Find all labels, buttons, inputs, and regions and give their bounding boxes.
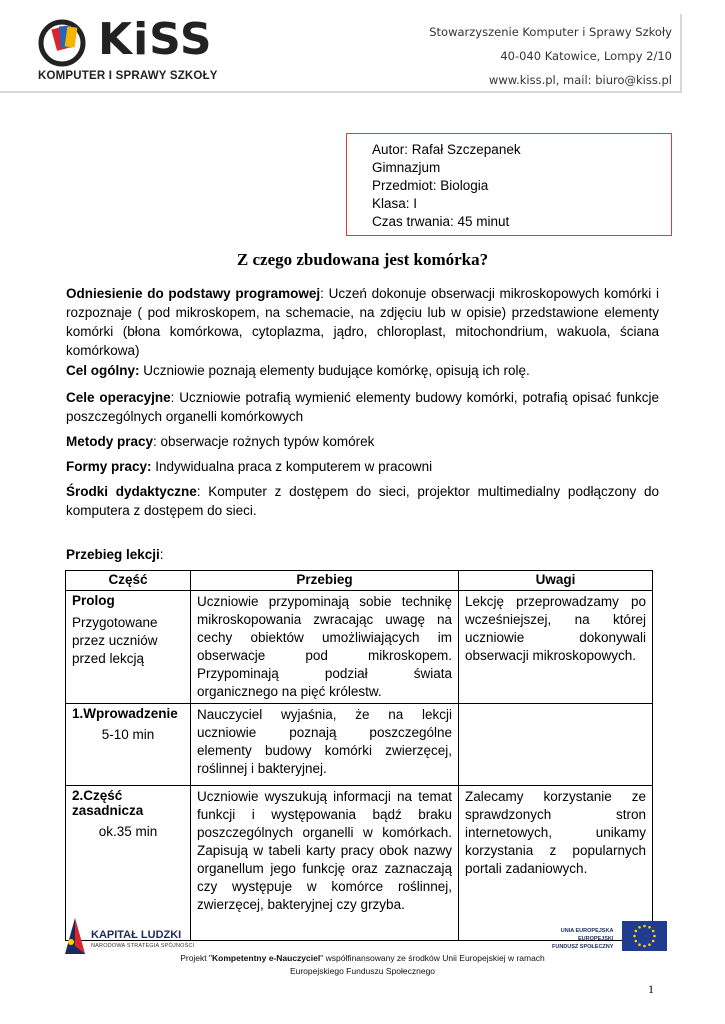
header-course: Przebieg — [191, 571, 459, 591]
eu-flag-icon — [622, 921, 667, 951]
row-part-subtitle: 5-10 min — [101, 727, 155, 742]
eu-line-2: EUROPEJSKI — [577, 936, 614, 942]
methods-text: : obserwacje rożnych typów komórek — [153, 434, 375, 449]
org-name: Stowarzyszenie Komputer i Sprawy Szkoły — [429, 25, 672, 39]
info-author: Autor: Rafał Szczepanek — [372, 142, 521, 157]
logo-subtitle: KOMPUTER I SPRAWY SZKOŁY — [38, 70, 218, 82]
curriculum-text: : Uczeń dokonuje obserwacji mikroskopowych komórki i rozpoznaje ( pod mikroskopem, na schemacie, na zdjęciu lub w opisie) przedstawione elementy komórki (błona komórkowa, cytoplazma, jądro, chloroplast, mitochondrium, wakuola, ściana komórkowa) — [66, 286, 659, 358]
row-part-subtitle: ok.35 min — [98, 824, 158, 839]
header-notes: Uwagi — [459, 571, 653, 591]
kapital-ludzki-title: KAPITAŁ LUDZKI — [91, 929, 182, 941]
table-row — [66, 591, 653, 704]
info-duration: Czas trwania: 45 minut — [372, 214, 510, 229]
info-subject: Przedmiot: Biologia — [372, 178, 489, 193]
kapital-ludzki-icon — [61, 916, 89, 956]
methods-paragraph — [66, 432, 659, 451]
table-row — [66, 786, 653, 941]
footnote-pre: Projekt " — [180, 953, 213, 963]
row-part-title: 2.Część zasadnicza — [72, 788, 144, 818]
lesson-table — [65, 570, 653, 941]
curriculum-paragraph — [66, 284, 659, 360]
document-title: Z czego zbudowana jest komórka? — [236, 250, 489, 269]
header-part: Część — [66, 571, 191, 591]
ops-label: Cele operacyjne — [66, 390, 171, 405]
org-contact: www.kiss.pl, mail: biuro@kiss.pl — [488, 73, 672, 87]
eu-line-1: UNIA EUROPEJSKA — [560, 928, 614, 934]
goal-label: Cel ogólny: — [66, 363, 140, 378]
organization-block — [429, 20, 672, 92]
row-course-cell: Uczniowie przypominają sobie technikę mikroskopowania zwracając uwagę na cechy obiektów umożliwiających im obserwacje pod mikroskopem. Przypominają podział świata organicznego na pięć królestw. — [191, 591, 459, 704]
row-notes-cell — [459, 704, 653, 786]
curriculum-label: Odniesienie do podstawy programowej — [66, 286, 321, 301]
row-notes-cell: Zalecamy korzystanie ze sprawdzonych stron internetowych, unikamy korzystania z popularnych portali zadaniowych. — [459, 786, 653, 941]
goal-text: Uczniowie poznają elementy budujące komórkę, opisują ich rolę. — [139, 363, 530, 378]
header-divider — [0, 91, 682, 93]
lesson-info-box — [346, 133, 672, 236]
row-part-title: 1.Wprowadzenie — [72, 706, 178, 721]
info-grade: Klasa: I — [372, 196, 418, 211]
forms-paragraph — [66, 457, 659, 476]
forms-label: Formy pracy: — [66, 459, 152, 474]
logo-text: KiSS — [98, 14, 213, 65]
course-label: Przebieg lekcji — [66, 547, 160, 562]
table-header-row — [66, 571, 653, 591]
goal-paragraph — [66, 361, 659, 380]
kapital-ludzki-subtitle: NARODOWA STRATEGIA SPÓJNOŚCI — [91, 943, 195, 949]
kiss-logo-emblem — [36, 16, 94, 68]
aids-text: : Komputer z dostępem do sieci, projektor multimedialny podłączony do komputera z dostępem do sieci. — [66, 484, 659, 518]
row-course-cell: Nauczyciel wyjaśnia, że na lekcji uczniowie poznają poszczególne elementy budowy komórki zwierzęcej, roślinnej i bakteryjnej. — [191, 704, 459, 786]
project-footnote — [0, 952, 725, 978]
row-notes-cell: Lekcję przeprowadzamy po wcześniejszej, na której uczniowie dokonywali obserwacji mikroskopowych. — [459, 591, 653, 704]
table-row — [66, 704, 653, 786]
row-part-cell — [66, 591, 191, 704]
course-heading — [66, 545, 659, 564]
aids-label: Środki dydaktyczne — [66, 484, 197, 499]
row-part-title: Prolog — [72, 593, 115, 608]
header-divider-vertical — [680, 14, 682, 93]
row-course-cell: Uczniowie wyszukują informacji na temat funkcji i występowania bądź braku poszczególnych organelli w komórkach. Zapisują w tabeli karty pracy obok nazwy organellum jego funkcję oraz zaznaczają czy występuje w komórce roślinnej, zwierzęcej, bakteryjnej czy grzyba. — [191, 786, 459, 941]
row-part-cell — [66, 704, 191, 786]
operational-goals-paragraph — [66, 388, 659, 426]
forms-text: Indywidualna praca z komputerem w pracowni — [151, 459, 433, 474]
footnote-project-name: Kompetentny e-Nauczyciel — [212, 953, 321, 963]
eu-fund-label — [552, 927, 613, 951]
footnote-line-2: Europejskiego Funduszu Społecznego — [289, 966, 436, 976]
aids-paragraph — [66, 482, 659, 520]
page-number: 1 — [648, 982, 654, 996]
footnote-post: " współfinansowany ze środków Unii Europejskiej w ramach — [320, 953, 545, 963]
eu-line-3: FUNDUSZ SPOŁECZNY — [552, 944, 614, 950]
org-address: 40-040 Katowice, Lompy 2/10 — [500, 49, 672, 63]
course-colon: : — [159, 547, 164, 562]
methods-label: Metody pracy — [66, 434, 154, 449]
ops-text: : Uczniowie potrafią wymienić elementy budowy komórki, potrafią opisać funkcje poszczególnych organelli komórkowych — [66, 390, 659, 424]
row-part-subtitle: Przygotowane przez uczniów przed lekcją — [72, 615, 158, 666]
info-school: Gimnazjum — [372, 160, 441, 175]
